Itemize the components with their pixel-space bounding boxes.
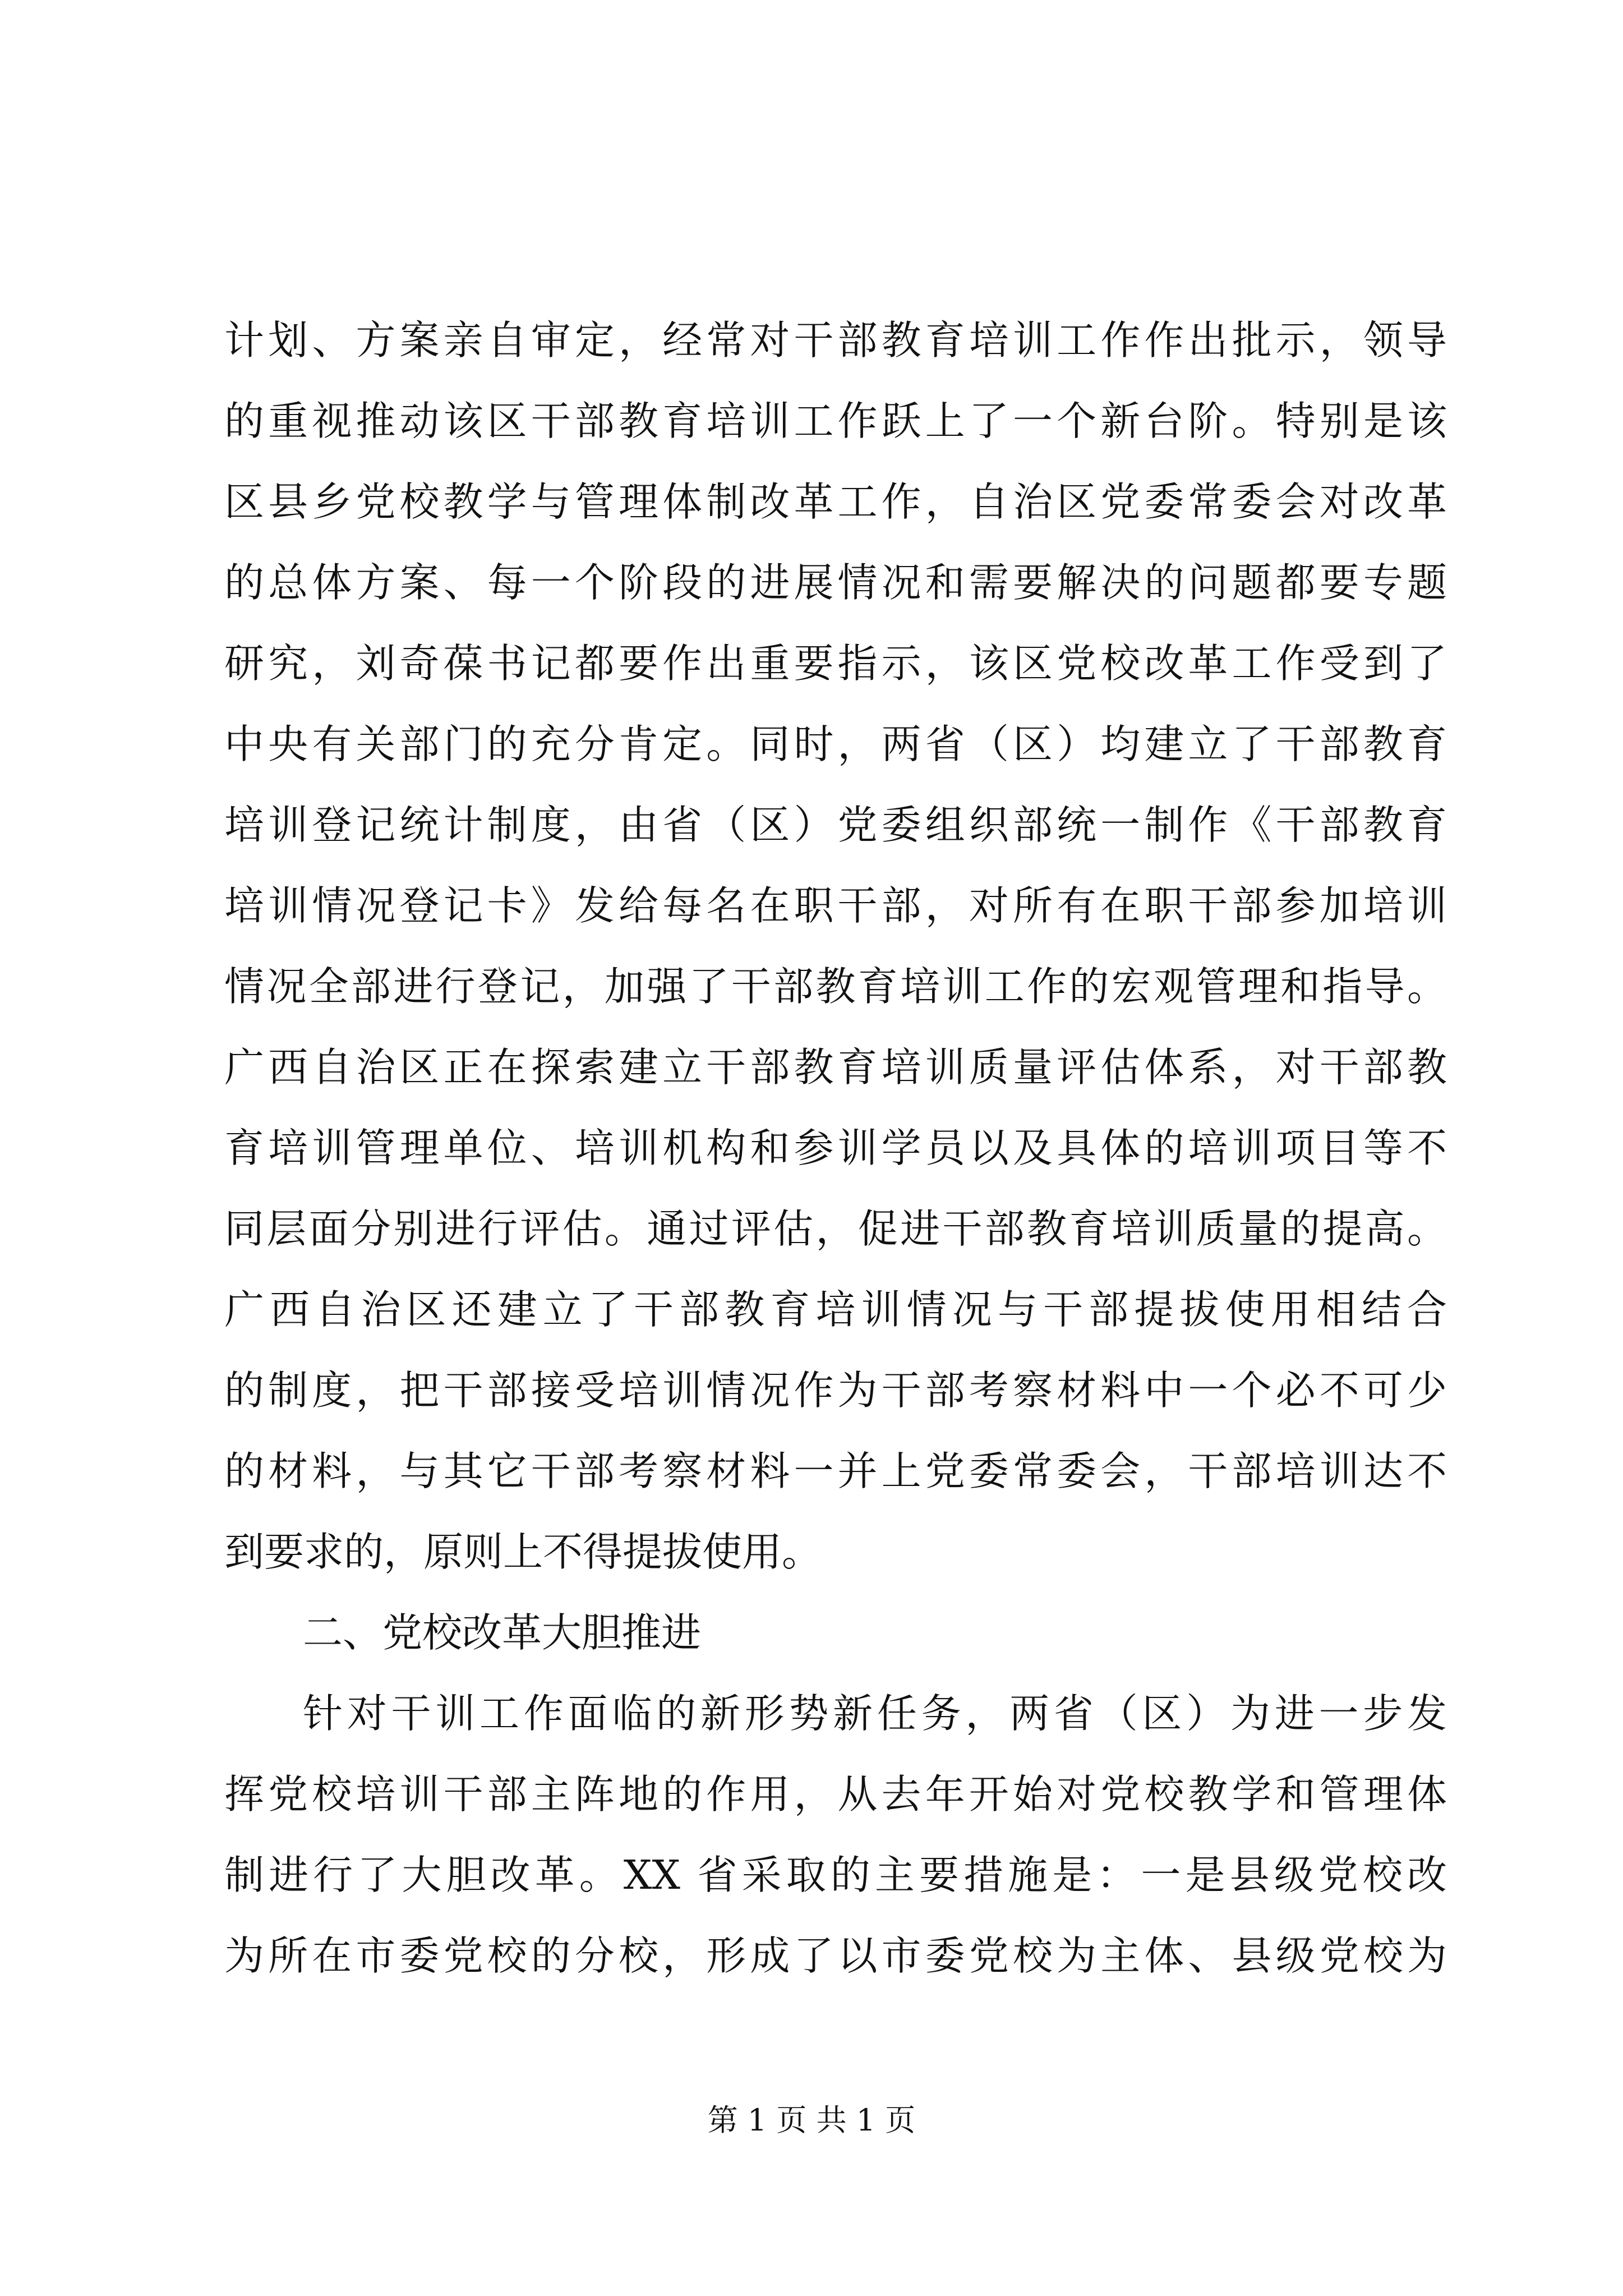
text-line: 针对干训工作面临的新形势新任务，两省（区）为进一步发	[303, 1690, 1447, 1737]
text-line: 为所在市委党校的分校，形成了以市委党校为主体、县级党校为	[224, 1932, 1447, 1979]
text-line: 培训情况登记卡》发给每名在职干部，对所有在职干部参加培训	[224, 882, 1447, 929]
text-line: 广西自治区还建立了干部教育培训情况与干部提拔使用相结合	[224, 1286, 1447, 1333]
document-body	[224, 300, 1447, 1996]
page-number-footer: 第 1 页 共 1 页	[707, 2102, 916, 2138]
text-line: 的重视推动该区干部教育培训工作跃上了一个新台阶。特别是该	[224, 398, 1447, 444]
text-line: 的材料，与其它干部考察材料一并上党委常委会，干部培训达不	[224, 1448, 1447, 1494]
text-line: 广西自治区正在探索建立干部教育培训质量评估体系，对干部教	[224, 1044, 1447, 1091]
text-line: 中央有关部门的充分肯定。同时，两省（区）均建立了干部教育	[224, 721, 1447, 767]
text-line: 育培训管理单位、培训机构和参训学员以及具体的培训项目等不	[224, 1125, 1447, 1171]
section-heading: 二、党校改革大胆推进	[303, 1609, 702, 1656]
text-line: 到要求的，原则上不得提拔使用。	[224, 1529, 822, 1575]
text-line: 的总体方案、每一个阶段的进展情况和需要解决的问题都要专题	[224, 559, 1447, 606]
text-line: 研究，刘奇葆书记都要作出重要指示，该区党校改革工作受到了	[224, 640, 1447, 687]
text-line: 情况全部进行登记，加强了干部教育培训工作的宏观管理和指导。	[224, 963, 1447, 1010]
text-line: 同层面分别进行评估。通过评估，促进干部教育培训质量的提高。	[224, 1205, 1447, 1252]
text-line: 区县乡党校教学与管理体制改革工作，自治区党委常委会对改革	[224, 478, 1447, 525]
text-line: 的制度，把干部接受培训情况作为干部考察材料中一个必不可少	[224, 1367, 1447, 1414]
text-line: 挥党校培训干部主阵地的作用，从去年开始对党校教学和管理体	[224, 1771, 1447, 1818]
text-line: 制进行了大胆改革。XX 省采取的主要措施是：一是县级党校改	[224, 1852, 1447, 1898]
text-line: 计划、方案亲自审定，经常对干部教育培训工作作出批示，领导	[224, 317, 1447, 364]
text-line: 培训登记统计制度，由省（区）党委组织部统一制作《干部教育	[224, 802, 1447, 848]
